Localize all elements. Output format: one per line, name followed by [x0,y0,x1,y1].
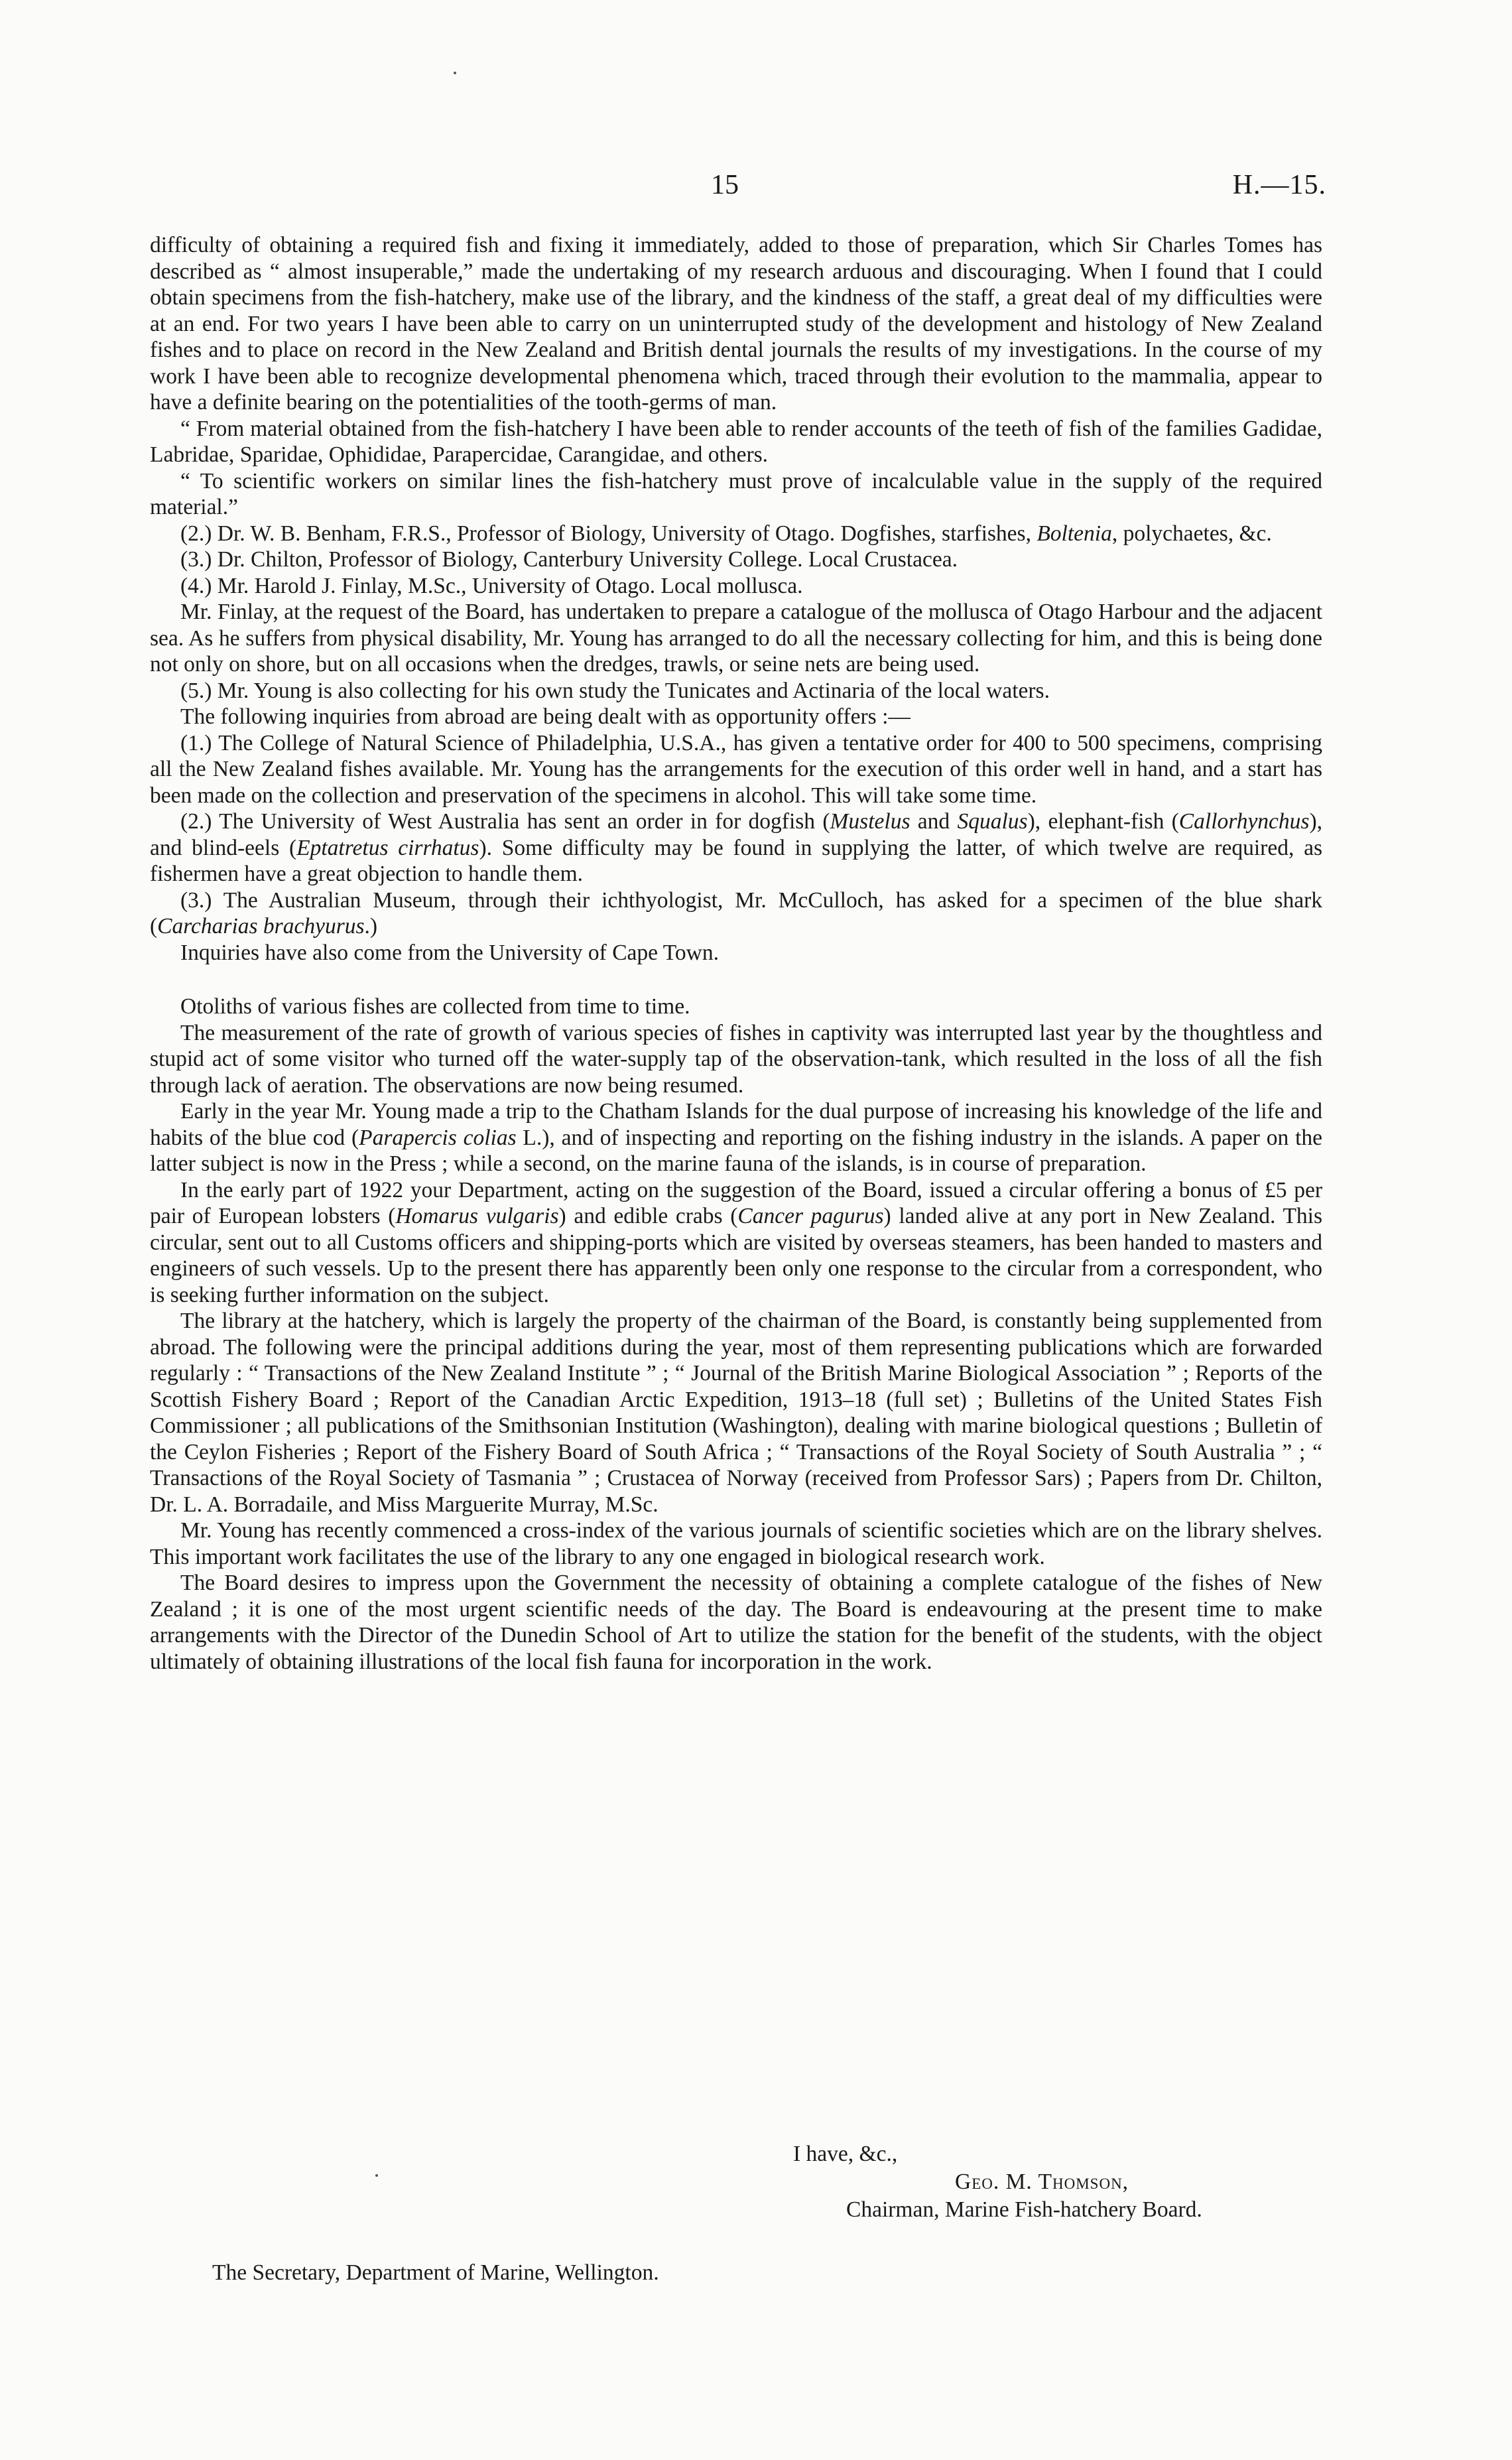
species-name: Homarus vulgaris [395,1204,559,1228]
paragraph: Mr. Finlay, at the request of the Board, has undertaken to prepare a catalogue of the mollusca of Otago Harbour and the adjacent sea. As he suffers from physical disability, Mr. Young has arranged to do all the necessary collecting for him, and this is being done not only on shore, but on all occasions when the dredges, trawls, or seine nets are being used. [150,600,1322,677]
text-run: L.), and of inspecting and reporting on the fishing industry in the islands. A paper on the latter subject is now in the Press ; while a second, on the marine fauna of the islands, is in course of preparation. [150,1125,1322,1176]
scan-speck [454,72,456,74]
text-run: ) landed alive at any port in New Zealand. This circular, sent out to all Customs officers and shipping-ports which are visited by overseas steamers, has been handed to masters and engineers of such vessels. Up to the present there has apparently been only one response to the circular from a correspondent, who is seeking further information on the subject. [150,1204,1323,1307]
scan-speck [375,2174,378,2177]
paragraph [150,809,1322,887]
species-name: Callorhynchus [1178,809,1310,834]
paragraph: (4.) Mr. Harold J. Finlay, M.Sc., University of Otago. Local mollusca. [180,573,803,598]
species-name: Mustelus [830,809,911,834]
text-run: .) [364,914,378,939]
species-name: Parapercis colias [359,1125,517,1150]
species-name: Cancer pagurus [737,1204,884,1228]
text-run: (2.) The University of West Australia has sent an order in for dogfish ( [180,809,830,834]
page-number: 15 [711,170,739,200]
species-name: Squalus [957,809,1028,834]
signature-title: Chairman, Marine Fish-hatchery Board. [846,2197,1202,2222]
paragraph [150,521,1322,547]
paragraph: “ To scientific workers on similar lines the fish-hatchery must prove of incalculable value in the supply of the required material.” [150,468,1322,519]
species-name: Boltenia [1037,521,1112,546]
text-run: ), and blind-eels ( [150,809,1322,860]
text-run: ). Some difficulty may be found in supplying the latter, of which twelve are required, as fishermen have a great objection to handle them. [150,835,1322,886]
paragraph: (3.) Dr. Chilton, Professor of Biology, Canterbury University College. Local Crustacea. [180,547,958,572]
document-reference: H.—15. [1232,170,1326,200]
paragraph: Mr. Young has recently commenced a cross-index of the various journals of scientific societies which are on the library shelves. This important work facilitates the use of the library to any one engaged in biological research work. [150,1518,1322,1569]
text-run: ) and edible crabs ( [558,1204,738,1228]
signature-name: Geo. M. Thomson, [955,2169,1129,2194]
paragraph: “ From material obtained from the fish-hatchery I have been able to render accounts of the teeth of fish of the families Gadidae, Labridae, Sparidae, Ophididae, Parapercidae, Carangidae, and others. [150,416,1322,467]
paragraph: (5.) Mr. Young is also collecting for his own study the Tunicates and Actinaria of the local waters. [180,678,1050,703]
paragraph [150,1098,1322,1177]
paragraph [150,1177,1322,1309]
text-run: (3.) The Australian Museum, through their ichthyologist, Mr. McCulloch, has asked for a specimen of the blue shark ( [150,887,1322,939]
paragraph: The Board desires to impress upon the Government the necessity of obtaining a complete catalogue of the fishes of New Zealand ; it is one of the most urgent scientific needs of the day. The Board is endeavouring at the present time to make arrangements with the Director of the Dunedin School of Art to utilize the station for the benefit of the students, with the object ultimately of obtaining illustrations of the local fish fauna for incorporation in the work. [150,1571,1322,1674]
paragraph: (1.) The College of Natural Science of Philadelphia, U.S.A., has given a tentative order for 400 to 500 specimens, comprising all the New Zealand fishes available. Mr. Young has the arrangements for the execution of this order well in hand, and a start has been made on the collection and preservation of the specimens in alcohol. This will take some time. [150,730,1322,808]
species-name: Carcharias brachyurus [157,914,365,939]
paragraph: difficulty of obtaining a required fish and fixing it immediately, added to those of preparation, which Sir Charles Tomes has described as “ almost insuperable,” made the undertaking of my research arduous and discouraging. When I found that I could obtain specimens from the fish-hatchery, make use of the library, and the kindness of the staff, a great deal of my difficulties were at an end. For two years I have been able to carry on un uninterrupted study of the development and histology of New Zealand fishes and to place on record in the New Zealand and British dental journals the results of my investigations. In the course of my work I have been able to recognize developmental phenomena which, traced through their evolution to the mammalia, appear to have a definite bearing on the potentialities of the tooth-germs of man. [150,233,1322,415]
paragraph: Otoliths of various fishes are collected from time to time. [180,994,690,1019]
body-text [150,232,1322,1675]
text-run: (2.) Dr. W. B. Benham, F.R.S., Professor of Biology, University of Otago. Dogfishes, starfishes, [180,521,1037,546]
paragraph: The measurement of the rate of growth of various species of fishes in captivity was interrupted last year by the thoughtless and stupid act of some visitor who turned off the water-supply tap of the observation-tank, which resulted in the loss of all the fish through lack of aeration. The observations are now being resumed. [150,1020,1322,1098]
page-header [0,169,1512,209]
paragraph [150,887,1322,940]
species-name: Eptatretus cirrhatus [296,835,479,860]
paragraph: The library at the hatchery, which is largely the property of the chairman of the Board, is constantly being supplemented from abroad. The following were the principal additions during the year, most of them representing publications which are forwarded regularly : “ Transactions of the New Zealand Institute ” ; “ Journal of the British Marine Biological Association ” ; Reports of the Scottish Fishery Board ; Report of the Canadian Arctic Expedition, 1913–18 (full set) ; Bulletins of the United States Fish Commissioner ; all publications of the Smithsonian Institution (Washington), dealing with marine biological questions ; Bulletin of the Ceylon Fisheries ; Report of the Fishery Board of South Africa ; “ Transactions of the Royal Society of South Australia ” ; “ Transactions of the Royal Society of Tasmania ” ; Crustacea of Norway (received from Professor Sars) ; Papers from Dr. Chilton, Dr. L. A. Borradaile, and Miss Marguerite Murray, M.Sc. [150,1309,1322,1517]
text-run: ), elephant-fish ( [1027,809,1179,834]
text-run: and [910,809,958,834]
paragraph: The following inquiries from abroad are being dealt with as opportunity offers :— [180,704,911,729]
text-run: , polychaetes, &c. [1111,521,1272,546]
paragraph: Inquiries have also come from the University of Cape Town. [180,940,719,965]
text-run: Early in the year Mr. Young made a trip to the Chatham Islands for the dual purpose of increasing his knowledge of the life and habits of the blue cod ( [150,1099,1322,1150]
text-run: In the early part of 1922 your Department, acting on the suggestion of the Board, issued a circular offering a bonus of £5 per pair of European lobsters ( [150,1177,1322,1228]
closing-salutation: I have, &c., [793,2142,898,2166]
addressee: The Secretary, Department of Marine, Wellington. [212,2260,659,2285]
